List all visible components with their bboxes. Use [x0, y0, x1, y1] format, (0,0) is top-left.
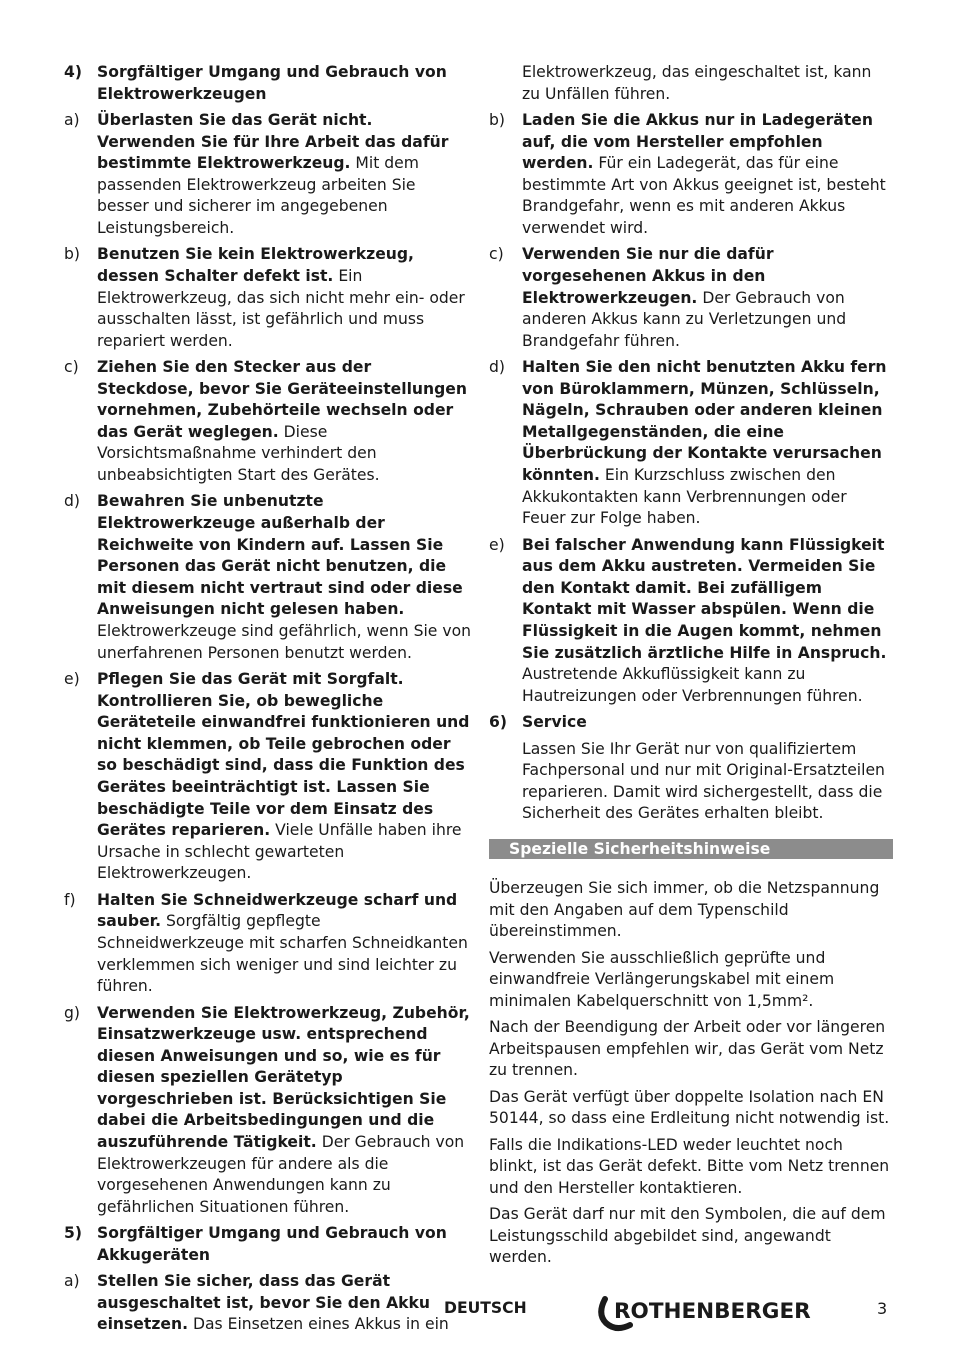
item-bold-text: Verwenden Sie nur die dafür vorgesehenen Akkus in den Elektrowerkzeugen. — [522, 245, 774, 307]
item-label: b) — [64, 245, 80, 264]
right-column — [489, 62, 893, 1274]
item-label: a) — [64, 110, 80, 129]
paragraph: Das Gerät verfügt über doppelte Isolation nach EN 50144, so dass eine Erdleitung nicht notwendig ist. — [489, 1087, 890, 1128]
section-4-heading — [64, 62, 472, 105]
item-bold-text: Laden Sie die Akkus nur in Ladegeräten auf, die vom Hersteller empfohlen werden. — [522, 110, 873, 173]
list-item — [489, 110, 893, 240]
paragraph: Falls die Indikations-LED weder leuchtet noch blinkt, ist das Gerät defekt. Bitte vom Netz trennen und den Hersteller kontaktieren. — [489, 1135, 890, 1197]
list-item — [64, 890, 472, 998]
list-item — [64, 244, 472, 352]
item-text: Der Gebrauch von anderen Akkus kann zu Verletzungen und Brandgefahr führen. — [522, 288, 847, 350]
item-bold-text: Ziehen Sie den Stecker aus der Steckdose, bevor Sie Geräteeinstellungen vornehmen, Zubehörteile wechseln oder das Gerät weglegen. — [97, 358, 467, 441]
paragraph: Nach der Beendigung der Arbeit oder vor längeren Arbeitspausen empfehlen wir, das Gerät vom Netz zu trennen. — [489, 1018, 886, 1080]
section-6-heading — [489, 712, 893, 734]
footer-language: DEUTSCH — [444, 1299, 527, 1317]
item-bold-text: Stellen Sie sicher, dass das Gerät ausgeschaltet ist, bevor Sie den Akku einsetzen. — [97, 1272, 430, 1334]
item-text: Ein Elektrowerkzeug, das sich nicht mehr ein- oder ausschalten lässt, ist gefährlich und muss repariert werden. — [97, 266, 465, 350]
paragraph: Das Gerät darf nur mit den Symbolen, die auf dem Leistungsschild abgebildet sind, angewandt werden. — [489, 1205, 886, 1267]
special-safety-heading: Spezielle Sicherheitshinweise — [489, 839, 893, 859]
section-5-heading — [64, 1223, 472, 1266]
left-column — [64, 62, 472, 1341]
page-number: 3 — [877, 1299, 888, 1318]
section-number: 5) — [64, 1224, 82, 1243]
item-label: c) — [64, 358, 79, 377]
item-label: g) — [64, 1003, 80, 1022]
item-bold-text: Halten Sie den nicht benutzten Akku fern von Büroklammern, Münzen, Schlüsseln, Nägeln, Schrauben oder anderen kleinen Metallgegenständen, die eine Überbrückung der Kontakte verursachen könnten. — [522, 358, 887, 485]
item-label: c) — [489, 245, 504, 264]
section-number: 6) — [489, 713, 507, 732]
item-bold-text: Verwenden Sie Elektrowerkzeug, Zubehör, Einsatzwerkzeuge usw. entsprechend diesen Anweisungen und so, wie es für diesen speziellen Gerätetyp vorgeschrieben ist. Berücksichtigen Sie dabei die Arbeitsbedingungen und die auszuführende Tätigkeit. — [97, 1003, 470, 1152]
section-title: Service — [522, 713, 587, 732]
item-bold-text: Pflegen Sie das Gerät mit Sorgfalt. Kontrollieren Sie, ob bewegliche Geräteteile einwandfrei funktionieren und nicht klemmen, ob Teile gebrochen oder so beschädigt sind, dass die Funktion des Gerätes beeinträchtigt ist. Lassen Sie beschädigte Teile vor dem Einsatz des Gerätes reparieren. — [97, 670, 470, 840]
item-text: Sorgfältig gepflegte Schneidwerkzeuge mit scharfen Schneidkanten verklemmen sich weniger und sind leichter zu führen. — [97, 912, 468, 996]
item-label: a) — [64, 1272, 80, 1291]
item-text: Diese Vorsichtsmaßnahme verhindert den unbeabsichtigten Start des Gerätes. — [97, 422, 380, 485]
list-item — [64, 1271, 472, 1336]
item-text: Der Gebrauch von Elektrowerkzeugen für andere als die vorgesehenen Anwendungen kann zu gefährlichen Situationen führen. — [97, 1133, 465, 1216]
item-continuation: Elektrowerkzeug, das eingeschaltet ist, kann zu Unfällen führen. — [522, 63, 872, 103]
service-text: Lassen Sie Ihr Gerät nur von qualifiziertem Fachpersonal und nur mit Original-Ersatzteilen reparieren. Damit wird sichergestellt, dass die Sicherheit des Gerätes erhalten bleibt. — [522, 739, 885, 823]
item-label: e) — [64, 670, 80, 689]
item-text: Mit dem passenden Elektrowerkzeug arbeiten Sie besser und sicherer im angegebenen Leistungsbereich. — [97, 154, 419, 237]
item-text: Elektrowerkzeuge sind gefährlich, wenn Sie von unerfahrenen Personen benutzt werden. — [97, 622, 471, 662]
item-label: e) — [489, 535, 505, 554]
item-text: Das Einsetzen eines Akkus in ein — [188, 1315, 449, 1334]
item-bold-text: Bei falscher Anwendung kann Flüssigkeit aus dem Akku austreten. Vermeiden Sie den Kontakt damit. Bei zufälligem Kontakt mit Wasser abspülen. Wenn die Flüssigkeit in die Augen kommt, nehmen Sie zusätzlich ärztliche Hilfe in Anspruch. — [522, 535, 887, 662]
section-title: Sorgfältiger Umgang und Gebrauch von Akkugeräten — [97, 1224, 447, 1264]
item-label: d) — [489, 358, 505, 377]
item-text: Für ein Ladegerät, das für eine bestimmte Art von Akkus geeignet ist, besteht Brandgefahr, wenn es mit anderen Akkus verwendet wird. — [522, 154, 886, 237]
item-bold-text: Überlasten Sie das Gerät nicht. Verwenden Sie für Ihre Arbeit das dafür bestimmte Elektrowerkzeug. — [97, 110, 449, 173]
list-item — [489, 244, 893, 352]
section-number: 4) — [64, 63, 82, 81]
list-item — [64, 491, 472, 664]
list-item — [64, 1003, 472, 1219]
paragraph: Überzeugen Sie sich immer, ob die Netzspannung mit den Angaben auf dem Typenschild übereinstimmen. — [489, 878, 880, 941]
rothenberger-logo — [596, 1290, 836, 1332]
item-label: f) — [64, 890, 76, 909]
logo-brand-text: ROTHENBERGER — [614, 1299, 811, 1324]
list-item — [489, 535, 893, 708]
item-bold-text: Bewahren Sie unbenutzte Elektrowerkzeuge außerhalb der Reichweite von Kindern auf. Lassen Sie Personen das Gerät nicht benutzen, die mit diesem nicht vertraut sind oder diese Anweisungen nicht gelesen haben. — [97, 492, 463, 619]
item-text: Austretende Akkuflüssigkeit kann zu Hautreizungen oder Verbrennungen führen. — [522, 665, 863, 705]
item-label: b) — [489, 110, 505, 129]
item-text: Ein Kurzschluss zwischen den Akkukontakten kann Verbrennungen oder Feuer zur Folge haben. — [522, 466, 847, 528]
list-item — [64, 669, 472, 885]
item-bold-text: Halten Sie Schneidwerkzeuge scharf und sauber. — [97, 890, 458, 931]
item-bold-text: Benutzen Sie kein Elektrowerkzeug, dessen Schalter defekt ist. — [97, 245, 414, 285]
list-item — [64, 110, 472, 240]
item-text: Viele Unfälle haben ihre Ursache in schlecht gewarteten Elektrowerkzeugen. — [97, 821, 462, 883]
paragraph: Verwenden Sie ausschließlich geprüfte und einwandfreie Verlängerungskabel mit einem minimalen Kabelquerschnitt von 1,5mm². — [489, 948, 835, 1010]
item-label: d) — [64, 492, 80, 511]
list-item — [64, 357, 472, 487]
list-item — [489, 357, 893, 530]
section-title: Sorgfältiger Umgang und Gebrauch von Elektrowerkzeugen — [97, 63, 447, 103]
